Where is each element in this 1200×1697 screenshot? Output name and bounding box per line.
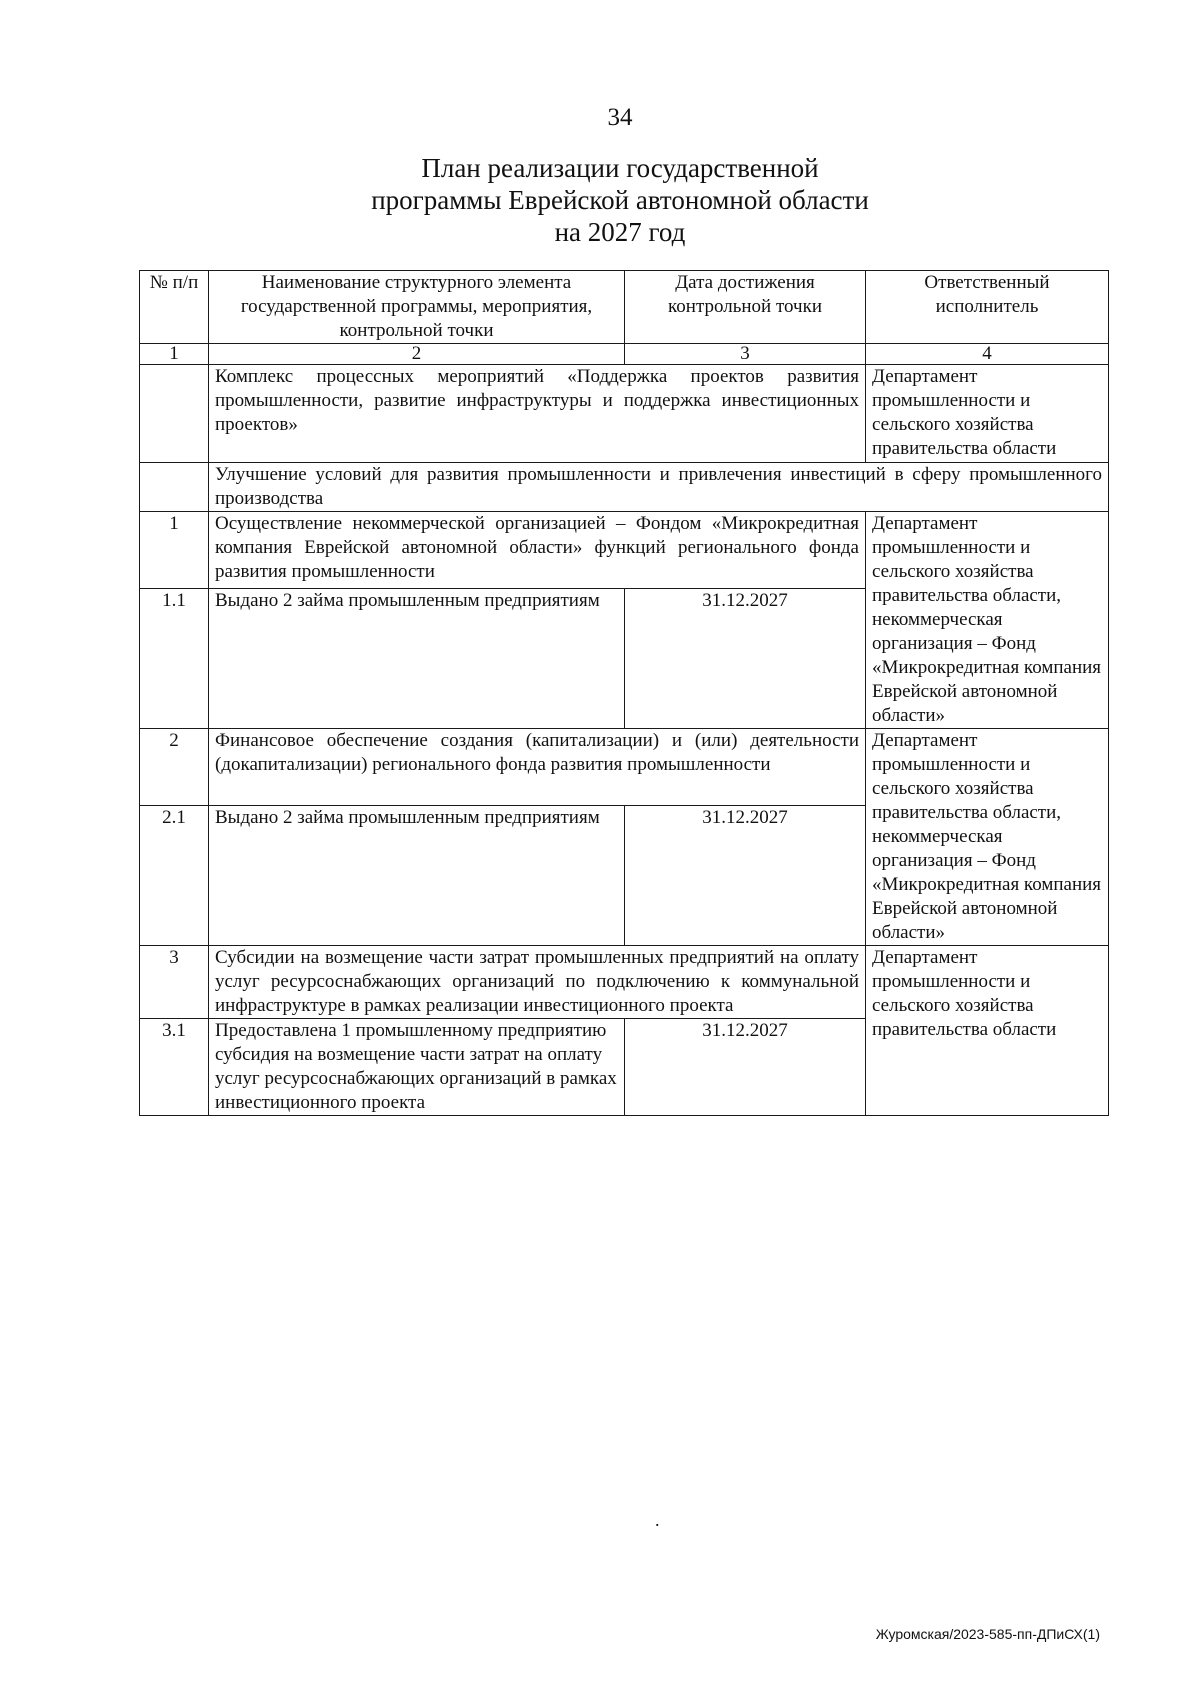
sub-row-num: 1.1 (140, 589, 209, 729)
document-title (0, 152, 1200, 248)
table-row (140, 946, 1109, 1019)
title-line-1: План реализации государственной (421, 153, 819, 183)
page-number: 34 (607, 104, 633, 131)
sub-row-num: 2.1 (140, 806, 209, 946)
header-executor: Ответственный исполнитель (866, 271, 1109, 344)
task-name: Улучшение условий для развития промышленности и привлечения инвестиций в сферу промышленного производства (209, 463, 1109, 512)
row-name: Субсидии на возмещение части затрат промышленных предприятий на оплату услуг ресурсоснабжающих организаций по подключению к коммунальной инфраструктуре в рамках реализации инвестиционного проекта (209, 946, 866, 1019)
sub-row-date: 31.12.2027 (625, 806, 866, 946)
sub-row-name: Предоставлена 1 промышленному предприятию субсидия на возмещение части затрат на оплату услуг ресурсоснабжающих организаций в рамках инвестиционного проекта (209, 1019, 625, 1116)
column-number: 2 (209, 344, 625, 365)
sub-row-name: Выдано 2 займа промышленным предприятиям (209, 589, 625, 729)
row-num: 2 (140, 729, 209, 806)
sub-row-date: 31.12.2027 (625, 589, 866, 729)
complex-num (140, 365, 209, 463)
table-row (140, 512, 1109, 589)
stray-mark: . (655, 1510, 660, 1530)
row-name: Финансовое обеспечение создания (капитализации) и (или) деятельности (докапитализации) регионального фонда развития промышленности (209, 729, 866, 806)
plan-table (139, 270, 1109, 1116)
row-num: 1 (140, 512, 209, 589)
task-row (140, 463, 1109, 512)
complex-executor: Департамент промышленности и сельского хозяйства правительства области (866, 365, 1109, 463)
header-name: Наименование структурного элемента государственной программы, мероприятия, контрольной точки (209, 271, 625, 344)
row-num: 3 (140, 946, 209, 1019)
document-footer: Журомская/2023-585-пп-ДПиСХ(1) (875, 1626, 1100, 1642)
title-line-2: программы Еврейской автономной области (371, 185, 869, 215)
sub-row-name: Выдано 2 займа промышленным предприятиям (209, 806, 625, 946)
complex-row (140, 365, 1109, 463)
column-number-row (140, 344, 1109, 365)
sub-row-date: 31.12.2027 (625, 1019, 866, 1116)
header-num: № п/п (140, 271, 209, 344)
complex-name: Комплекс процессных мероприятий «Поддержка проектов развития промышленности, развитие инфраструктуры и поддержка инвестиционных проектов» (209, 365, 866, 463)
task-num (140, 463, 209, 512)
table-header-row (140, 271, 1109, 344)
column-number: 4 (866, 344, 1109, 365)
sub-row-num: 3.1 (140, 1019, 209, 1116)
column-number: 1 (140, 344, 209, 365)
title-line-3: на 2027 год (554, 217, 686, 247)
header-date: Дата достижения контрольной точки (625, 271, 866, 344)
row-executor: Департамент промышленности и сельского хозяйства правительства области, некоммерческая организация – Фонд «Микрокредитная компания Еврейской автономной области» (866, 512, 1109, 729)
row-executor: Департамент промышленности и сельского хозяйства правительства области, некоммерческая организация – Фонд «Микрокредитная компания Еврейской автономной области» (866, 729, 1109, 946)
row-executor: Департамент промышленности и сельского хозяйства правительства области (866, 946, 1109, 1116)
row-name: Осуществление некоммерческой организацией – Фондом «Микрокредитная компания Еврейской автономной области» функций регионального фонда развития промышленности (209, 512, 866, 589)
table-row (140, 729, 1109, 806)
column-number: 3 (625, 344, 866, 365)
